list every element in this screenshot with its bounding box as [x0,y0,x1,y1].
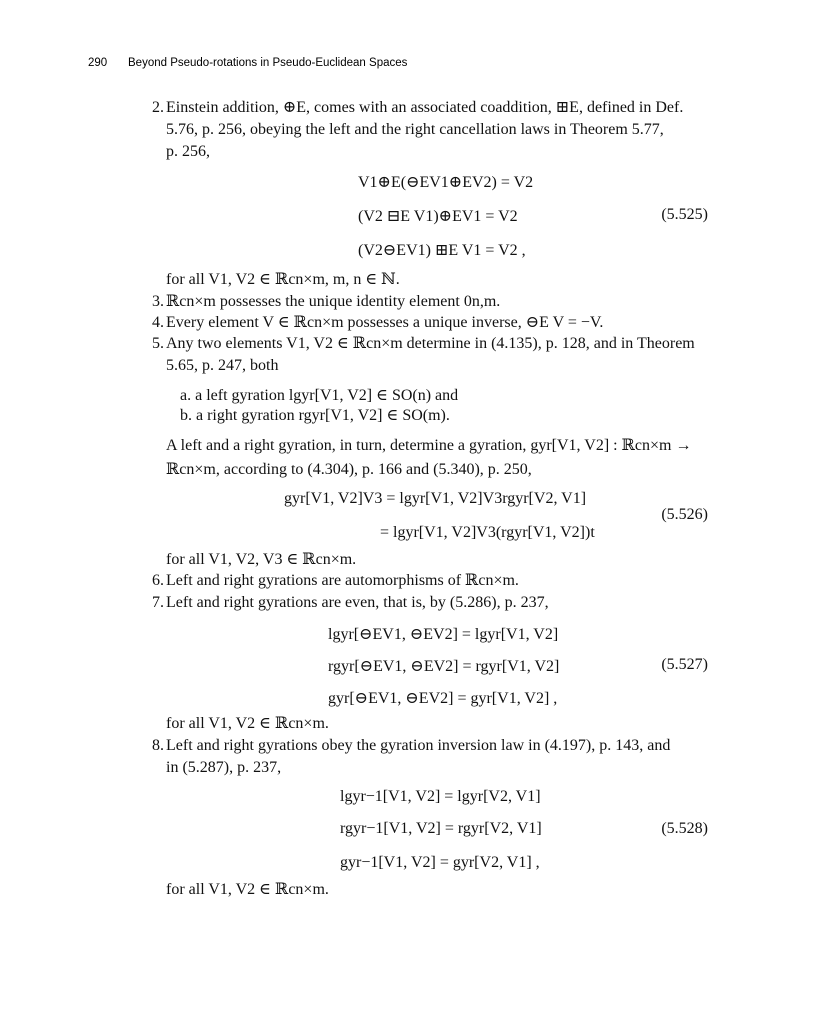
item-number-8: 8. [152,737,164,754]
item-number-3: 3. [152,293,164,310]
item-2-line-2: 5.76, p. 256, obeying the left and the right cancellation laws in Theorem 5.77, [166,121,664,138]
item-2-line-3: p. 256, [166,143,210,160]
item-3-line-1: ℝcn×m possesses the unique identity element 0n,m. [166,293,501,310]
equation-line: lgyr−1[V1, V2] = lgyr[V2, V1] [340,788,541,805]
equation-number: (5.528) [661,820,708,837]
for-all-clause: for all V1, V2 ∈ ℝcn×m. [166,881,329,898]
equation-line: (V2⊖EV1) ⊞E V1 = V2 , [358,242,526,259]
sub-item-b: b. a right gyration rgyr[V1, V2] ∈ SO(m). [180,407,450,424]
item-8-line-1: Left and right gyrations obey the gyration inversion law in (4.197), p. 143, and [166,737,671,754]
item-8-line-2: in (5.287), p. 237, [166,759,282,776]
equation-number: (5.526) [661,506,708,523]
item-number-4: 4. [152,314,164,331]
item-5-line-1: Any two elements V1, V2 ∈ ℝcn×m determine in (4.135), p. 128, and in Theorem [166,335,695,352]
item-number-6: 6. [152,572,164,589]
for-all-clause: for all V1, V2 ∈ ℝcn×m. [166,715,329,732]
equation-line: gyr−1[V1, V2] = gyr[V2, V1] , [340,854,540,871]
paragraph-line-1: A left and a right gyration, in turn, determine a gyration, gyr[V1, V2] : ℝcn×m → [166,437,692,454]
item-number-2: 2. [152,99,164,116]
item-7-line-1: Left and right gyrations are even, that is, by (5.286), p. 237, [166,594,549,611]
equation-line: = lgyr[V1, V2]V3(rgyr[V1, V2])t [380,524,595,541]
page-number: 290 [88,57,108,69]
equation-line: rgyr[⊖EV1, ⊖EV2] = rgyr[V1, V2] [328,658,560,675]
sub-item-a: a. a left gyration lgyr[V1, V2] ∈ SO(n) and [180,387,459,404]
equation-line: lgyr[⊖EV1, ⊖EV2] = lgyr[V1, V2] [328,626,559,643]
item-4-line-1: Every element V ∈ ℝcn×m possesses a unique inverse, ⊖E V = −V. [166,314,604,331]
equation-line: rgyr−1[V1, V2] = rgyr[V2, V1] [340,820,542,837]
item-number-7: 7. [152,594,164,611]
running-title: Beyond Pseudo-rotations in Pseudo-Euclidean Spaces [128,57,408,69]
equation-number: (5.525) [661,206,708,223]
equation-line: (V2 ⊟E V1)⊕EV1 = V2 [358,208,518,225]
running-header [88,57,407,69]
for-all-clause: for all V1, V2, V3 ∈ ℝcn×m. [166,551,357,568]
item-number-5: 5. [152,335,164,352]
equation-line: gyr[V1, V2]V3 = lgyr[V1, V2]V3rgyr[V2, V1] [284,490,587,507]
equation-number: (5.527) [661,656,708,673]
item-2-line-1: Einstein addition, ⊕E, comes with an associated coaddition, ⊞E, defined in Def. [166,99,684,116]
for-all-clause: for all V1, V2 ∈ ℝcn×m, m, n ∈ ℕ. [166,271,400,288]
paragraph-line-2: ℝcn×m, according to (4.304), p. 166 and (5.340), p. 250, [166,461,532,478]
equation-line: V1⊕E(⊖EV1⊕EV2) = V2 [358,174,534,191]
item-5-line-2: 5.65, p. 247, both [166,357,279,374]
item-6-line-1: Left and right gyrations are automorphisms of ℝcn×m. [166,572,519,589]
equation-line: gyr[⊖EV1, ⊖EV2] = gyr[V1, V2] , [328,690,558,707]
